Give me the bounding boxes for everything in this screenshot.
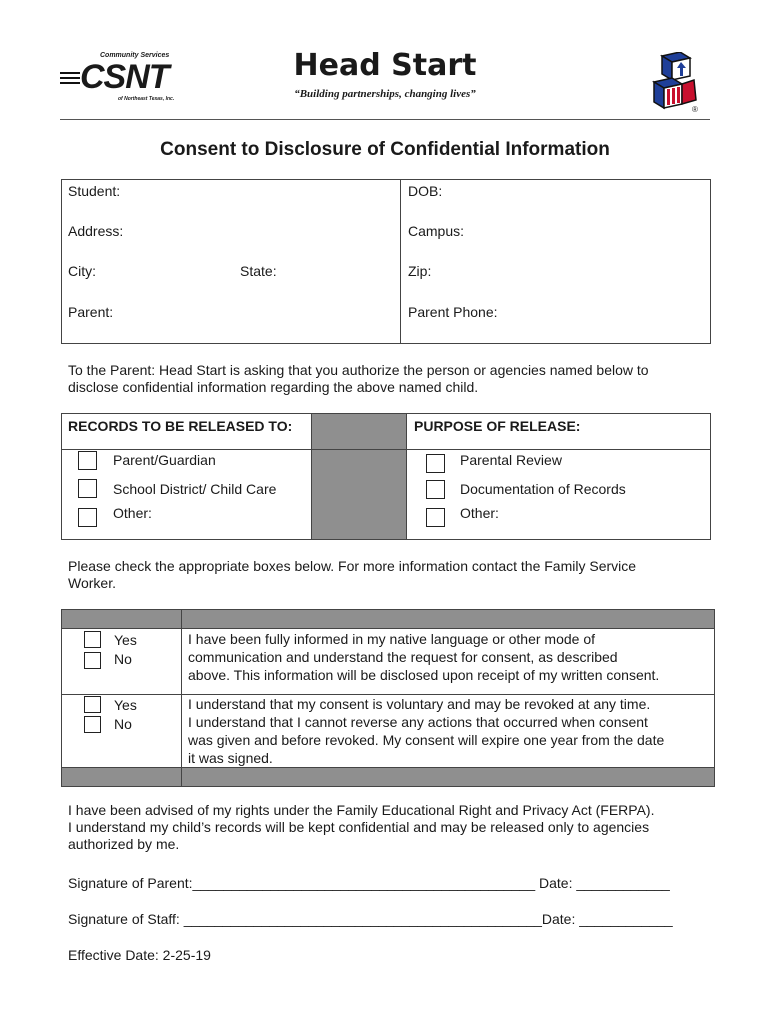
registered-mark: ® (692, 105, 698, 114)
consent-1-no-checkbox[interactable] (84, 652, 101, 669)
state-field[interactable]: State: (240, 263, 277, 279)
consent-table (61, 609, 715, 787)
ferpa-line-1: I have been advised of my rights under the Family Educational Right and Privacy Act (FERPA). (68, 802, 655, 818)
student-field[interactable]: Student: (68, 183, 121, 199)
consent-1-yes-label: Yes (114, 632, 137, 648)
tagline: “Building partnerships, changing lives” (294, 88, 476, 100)
info-table-divider (400, 180, 401, 343)
parental-review-checkbox[interactable] (426, 454, 445, 473)
parent-guardian-checkbox[interactable] (78, 451, 97, 470)
consent-2-yes-checkbox[interactable] (84, 696, 101, 713)
purpose-other-label: Other: (460, 505, 499, 521)
parent-field[interactable]: Parent: (68, 304, 114, 320)
intro-line-2: disclose confidential information regarding the above named child. (68, 379, 479, 395)
consent-1-yes-checkbox[interactable] (84, 631, 101, 648)
parental-review-label: Parental Review (460, 452, 562, 468)
school-district-checkbox[interactable] (78, 479, 97, 498)
purpose-header: PURPOSE OF RELEASE: (414, 418, 581, 434)
logo-wordmark: CSNT (80, 58, 169, 96)
consent-2-statement: I understand that my consent is voluntary and may be revoked at any time. I understand that I cannot reverse any actions that occurred when consent was given and before revoked. My consent will expire one year from the date it was signed. (188, 696, 665, 766)
records-shaded-column (311, 414, 406, 539)
consent-2-no-checkbox[interactable] (84, 716, 101, 733)
records-header: RECORDS TO BE RELEASED TO: (68, 418, 293, 434)
parent-guardian-label: Parent/Guardian (113, 452, 216, 468)
consent-footer-band (62, 767, 714, 786)
consent-1-no-label: No (114, 651, 132, 667)
building-blocks-logo (650, 52, 698, 110)
records-release-table (61, 413, 711, 540)
staff-signature-line[interactable]: Signature of Staff: ______________________________________________Date: ____________ (68, 911, 673, 927)
consent-1-statement: I have been fully informed in my native language or other mode of communication and understand the request for consent, as described above. This information will be disclosed upon receipt of my written consent. (188, 631, 660, 683)
header-divider (60, 119, 710, 120)
campus-field[interactable]: Campus: (408, 223, 465, 239)
documentation-checkbox[interactable] (426, 480, 445, 499)
page-title: Head Start (293, 48, 477, 83)
documentation-label: Documentation of Records (460, 481, 626, 497)
dob-field[interactable]: DOB: (408, 183, 443, 199)
ferpa-paragraph (68, 802, 708, 853)
zip-field[interactable]: Zip: (408, 263, 432, 279)
records-other-label: Other: (113, 505, 152, 521)
records-other-checkbox[interactable] (78, 508, 97, 527)
parent-phone-field[interactable]: Parent Phone: (408, 304, 498, 320)
logo-top-text: Community Services (100, 52, 170, 59)
ferpa-line-3: authorized by me. (68, 836, 180, 852)
parent-signature-line[interactable]: Signature of Parent:____________________________________________ Date: ____________ (68, 875, 670, 891)
check-instructions-line-2: Worker. (68, 575, 116, 591)
city-field[interactable]: City: (68, 263, 96, 279)
check-instructions (68, 558, 708, 592)
document-title: Consent to Disclosure of Confidential Information (160, 139, 610, 160)
school-district-label: School District/ Child Care (113, 481, 277, 497)
logo-bottom-text: of Northeast Texas, Inc. (118, 96, 175, 102)
check-instructions-line-1: Please check the appropriate boxes below. For more information contact the Family Service (68, 558, 637, 574)
consent-header-band (62, 610, 714, 628)
purpose-other-checkbox[interactable] (426, 508, 445, 527)
intro-line-1: To the Parent: Head Start is asking that you authorize the person or agencies named below to (68, 362, 649, 378)
consent-2-no-label: No (114, 716, 132, 732)
consent-2-yes-label: Yes (114, 697, 137, 713)
effective-date: Effective Date: 2-25-19 (68, 947, 211, 963)
student-info-table (61, 179, 711, 344)
intro-paragraph (68, 362, 708, 396)
ferpa-line-2: I understand my child’s records will be kept confidential and may be released only to agencies (68, 819, 650, 835)
address-field[interactable]: Address: (68, 223, 124, 239)
